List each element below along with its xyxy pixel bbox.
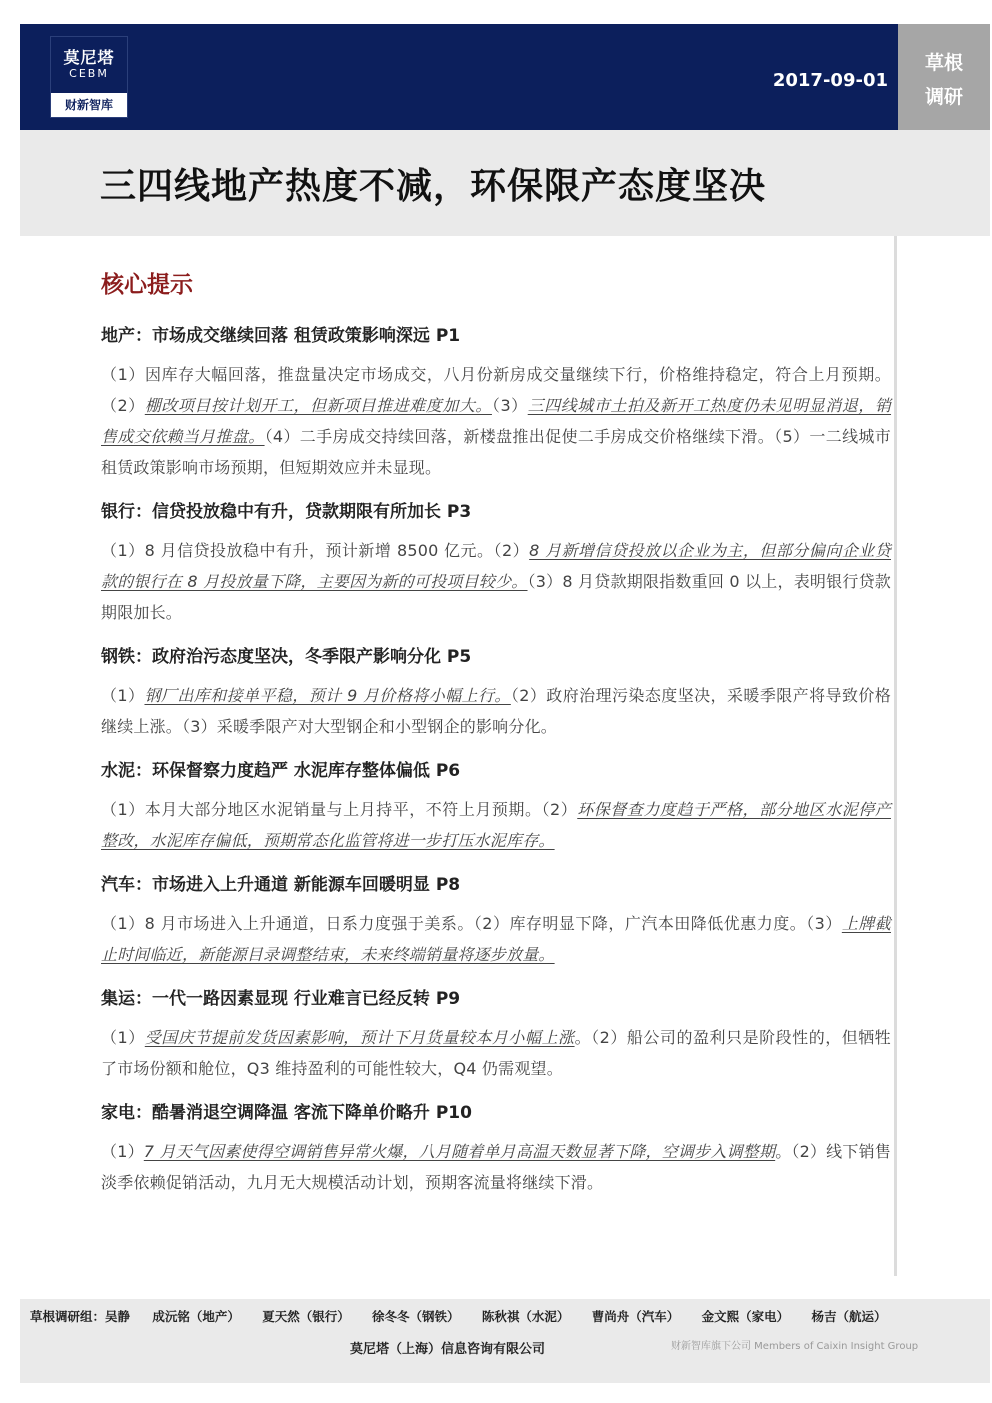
report-date: 2017-09-01 bbox=[772, 70, 888, 91]
body-text: （1） bbox=[101, 686, 145, 705]
highlight-text: 三四线城市土拍及新开工热度仍未见明显消退，销售成交依赖当月推盘。 bbox=[101, 396, 892, 446]
sector-title: 银行：信贷投放稳中有升，贷款期限有所加长 P3 bbox=[101, 502, 472, 522]
header-bar bbox=[20, 24, 898, 130]
body-text: （3） bbox=[491, 396, 528, 415]
body-text: （3）8 月贷款期限指数重回 0 以上，表明银行贷款期限加长。 bbox=[101, 572, 892, 622]
highlight-text: 钢厂出库和接单平稳，预计 9 月价格将小幅上行。 bbox=[144, 686, 511, 705]
tag-line-2: 调研 bbox=[924, 86, 963, 108]
sector-summary bbox=[101, 680, 891, 742]
highlight-text: 受国庆节提前发货因素影响，预计下月货量较本月小幅上涨 bbox=[144, 1028, 575, 1047]
sector-summary bbox=[101, 908, 891, 970]
sector-summary bbox=[101, 1136, 891, 1198]
title-band bbox=[20, 130, 990, 236]
sector-title: 集运：一代一路因素显现 行业难言已经反转 P9 bbox=[101, 989, 461, 1009]
body-text: （4）二手房成交持续回落，新楼盘推出促使二手房成交价格继续下滑。（5）一二线城市租赁政策影响市场预期，但短期效应并未显现。 bbox=[101, 427, 891, 477]
highlight-text: 8 月新增信贷投放以企业为主，但部分偏向企业贷款的银行在 8 月投放量下降，主要因为新的可投项目较少。 bbox=[101, 541, 891, 591]
body-text: 。（2）线下销售淡季依赖促销活动，九月无大规模活动计划，预期客流量将继续下滑。 bbox=[101, 1142, 891, 1192]
body-text: （1） bbox=[101, 1142, 144, 1161]
logo-chinese-name: 莫尼塔 bbox=[63, 48, 115, 67]
sector-summary bbox=[101, 794, 891, 856]
company-name: 莫尼塔（上海）信息咨询有限公司 bbox=[350, 1342, 546, 1357]
page-title: 三四线地产热度不减，环保限产态度坚决 bbox=[100, 166, 767, 207]
body-text: （1）本月大部分地区水泥销量与上月持平，不符上月预期。（2） bbox=[101, 800, 578, 819]
body-text: 。（2）船公司的盈利只是阶段性的，但牺牲了市场份额和舱位，Q3 维持盈利的可能性较大，Q4 仍需观望。 bbox=[101, 1028, 892, 1078]
side-divider bbox=[894, 236, 897, 1276]
logo-subtitle: 财新智库 bbox=[51, 93, 127, 117]
highlight-text: 7 月天气因素使得空调销售异常火爆，八月随着单月高温天数显著下降，空调步入调整期 bbox=[143, 1142, 776, 1161]
highlight-text: 环保督查力度趋于严格，部分地区水泥停产整改，水泥库存偏低，预期常态化监管将进一步打压水泥库存。 bbox=[101, 800, 891, 850]
logo-english-name: CEBM bbox=[69, 67, 109, 80]
sector-summary bbox=[101, 535, 891, 628]
sector-title: 地产：市场成交继续回落 租赁政策影响深远 P1 bbox=[101, 326, 461, 346]
company-logo bbox=[50, 36, 128, 118]
content-area bbox=[101, 321, 891, 1212]
sector-summary bbox=[101, 359, 891, 483]
sector-title: 钢铁：政府治污态度坚决，冬季限产影响分化 P5 bbox=[101, 647, 472, 667]
sector-title: 水泥：环保督察力度趋严 水泥库存整体偏低 P6 bbox=[101, 761, 461, 781]
report-type-tag bbox=[898, 24, 990, 130]
member-note: 财新智库旗下公司 Members of Caixin Insight Group bbox=[671, 1341, 919, 1352]
sector-summary bbox=[101, 1022, 891, 1084]
sector-title: 家电：酷暑消退空调降温 客流下降单价略升 P10 bbox=[101, 1103, 472, 1123]
research-team: 草根调研组：吴静 成沅铭（地产） 夏天然（银行） 徐冬冬（钢铁） 陈秋祺（水泥） 曹尚舟（汽车） 金文熙（家电） 杨吉（航运） bbox=[30, 1309, 887, 1324]
body-text: （1）8 月市场进入上升通道，日系力度强于美系。（2）库存明显下降，广汽本田降低优惠力度。（3） bbox=[101, 914, 842, 933]
highlight-text: 棚改项目按计划开工，但新项目推进难度加大。 bbox=[144, 396, 492, 415]
sector-title: 汽车：市场进入上升通道 新能源车回暖明显 P8 bbox=[101, 875, 461, 895]
body-text: （1）8 月信贷投放稳中有升，预计新增 8500 亿元。（2） bbox=[101, 541, 530, 560]
body-text: （1） bbox=[101, 1028, 145, 1047]
body-text: （1）因库存大幅回落，推盘量决定市场成交，八月份新房成交量继续下行，价格维持稳定，符合上月预期。（2） bbox=[101, 365, 891, 415]
footer bbox=[20, 1299, 990, 1383]
tag-line-1: 草根 bbox=[924, 52, 963, 74]
highlight-text: 上牌截止时间临近，新能源目录调整结束，未来终端销量将逐步放量。 bbox=[101, 914, 891, 964]
body-text: （2）政府治理污染态度坚决，采暖季限产将导致价格继续上涨。（3）采暖季限产对大型钢企和小型钢企的影响分化。 bbox=[101, 686, 892, 736]
section-heading: 核心提示 bbox=[101, 272, 193, 298]
